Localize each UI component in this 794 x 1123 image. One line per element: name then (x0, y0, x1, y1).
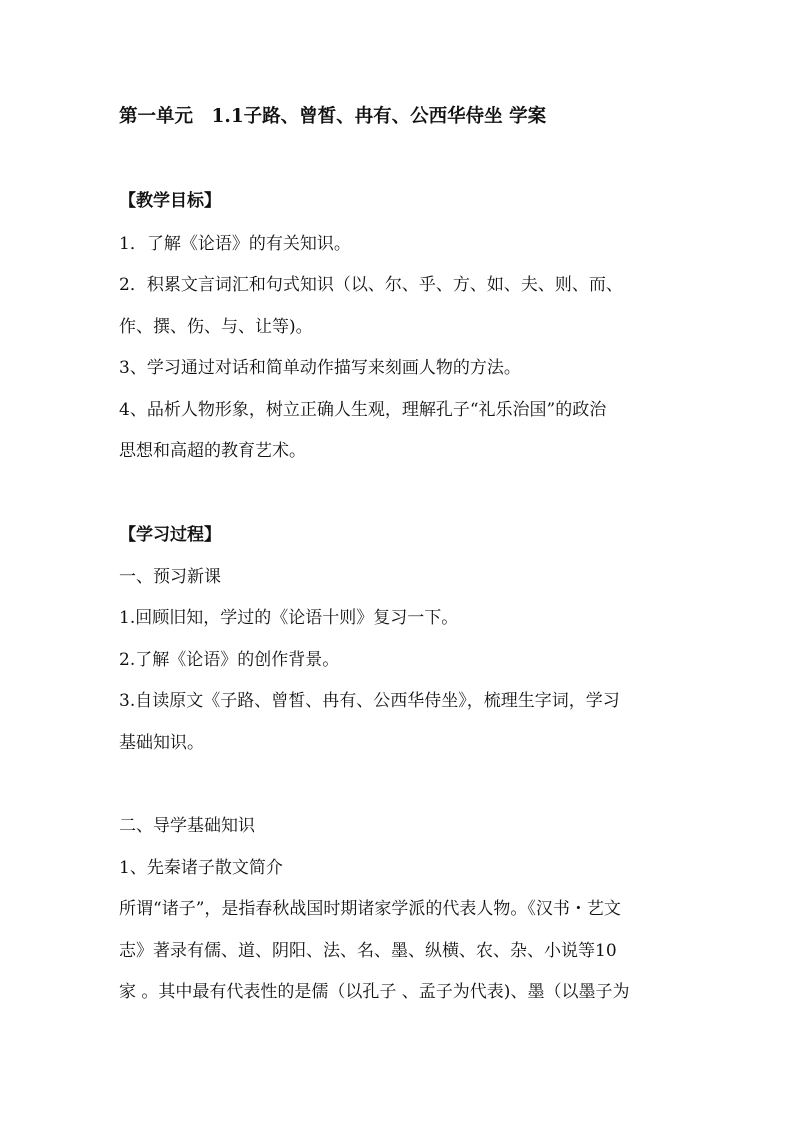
part1-line: 3.自读原文《子路、曾皙、冉有、公西华侍坐》，梳理生字词，学习 (119, 691, 620, 711)
goals-heading: 【教学目标】 (119, 191, 221, 211)
goal-line: 4、品析人物形象，树立正确人生观，理解孔子“礼乐治国”的政治 (119, 400, 607, 420)
goal-line: 1．了解《论语》的有关知识。 (119, 234, 351, 254)
part2-heading: 二、导学基础知识 (119, 816, 255, 836)
part2-line: 家 。其中最有代表性的是儒（以孔子 、孟子为代表)、墨（以墨子为 (119, 982, 630, 1002)
part1-line: 基础知识。 (119, 733, 204, 753)
part1-heading: 一、预习新课 (119, 567, 221, 587)
part2-subheading: 1、先秦诸子散文简介 (119, 858, 283, 878)
part2-line: 志》著录有儒、道、阴阳、法、名、墨、纵横、农、杂、小说等10 (119, 941, 617, 961)
goal-line: 2．积累文言词汇和句式知识（以、尔、乎、方、如、夫、则、而、 (119, 275, 623, 295)
process-heading: 【学习过程】 (119, 525, 221, 545)
part1-line: 2.了解《论语》的创作背景。 (119, 650, 340, 670)
part1-line: 1.回顾旧知，学过的《论语十则》复习一下。 (119, 608, 459, 628)
goal-line: 思想和高超的教育艺术。 (119, 441, 306, 461)
goal-line: 作、撰、伤、与、让等)。 (119, 317, 313, 337)
part2-line: 所谓“诸子”，是指春秋战国时期诸家学派的代表人物。《汉书・艺文 (119, 899, 621, 919)
goal-line: 3、学习通过对话和简单动作描写来刻画人物的方法。 (119, 358, 521, 378)
document-title: 第一单元 1.1子路、曾皙、冉有、公西华侍坐 学案 (119, 106, 547, 127)
